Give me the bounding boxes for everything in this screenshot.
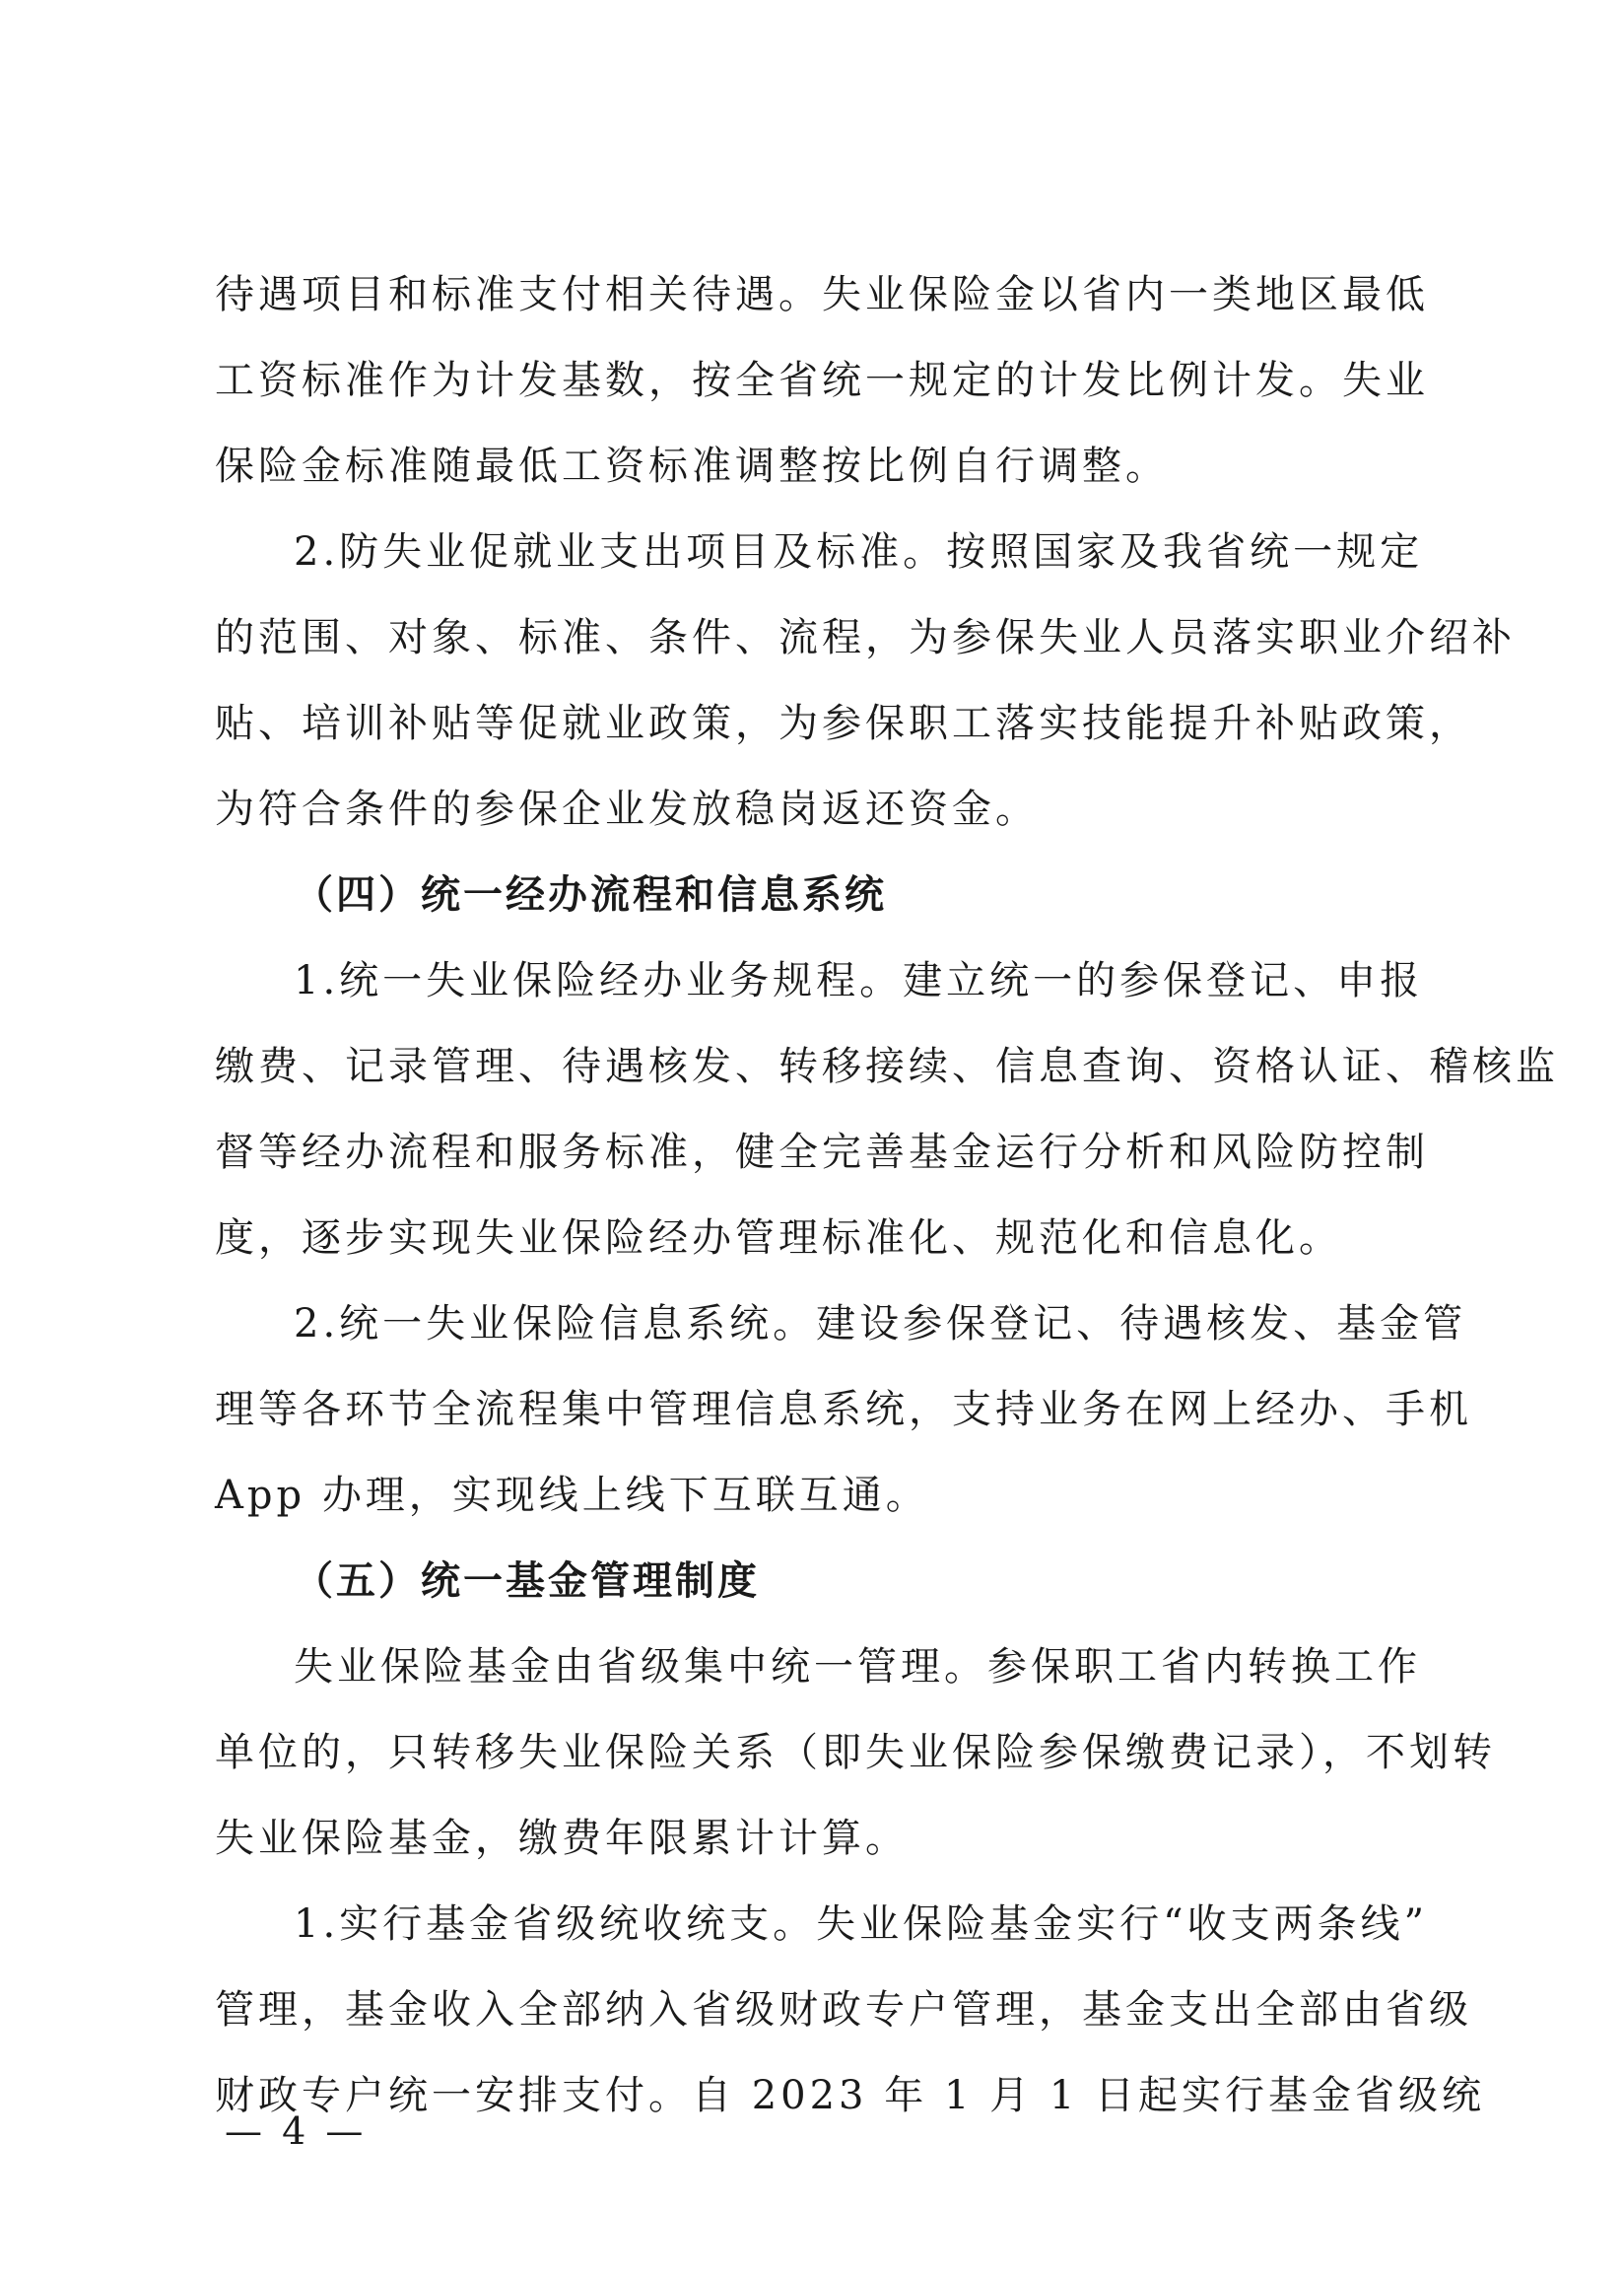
text-line: 财政专户统一安排支付。自 2023 年 1 月 1 日起实行基金省级统 bbox=[215, 2073, 1485, 2118]
section-heading: （五）统一基金管理制度 bbox=[294, 1558, 760, 1604]
text-line: 的范围、对象、标准、条件、流程，为参保失业人员落实职业介绍补 bbox=[215, 615, 1516, 660]
page-number: — 4 — bbox=[225, 2109, 368, 2153]
text-line: 理等各环节全流程集中管理信息系统，支持业务在网上经办、手机 bbox=[215, 1387, 1472, 1432]
text-line: 度，逐步实现失业保险经办管理标准化、规范化和信息化。 bbox=[215, 1215, 1342, 1261]
text-line: 失业保险基金，缴费年限累计计算。 bbox=[215, 1816, 909, 1861]
text-line: 管理，基金收入全部纳入省级财政专户管理，基金支出全部由省级 bbox=[215, 1987, 1472, 2033]
text-line: 待遇项目和标准支付相关待遇。失业保险金以省内一类地区最低 bbox=[215, 272, 1429, 317]
text-line: 缴费、记录管理、待遇核发、转移接续、信息查询、资格认证、稽核监 bbox=[215, 1044, 1559, 1089]
section-heading: （四）统一经办流程和信息系统 bbox=[294, 872, 887, 918]
text-line: 2.统一失业保险信息系统。建设参保登记、待遇核发、基金管 bbox=[294, 1301, 1467, 1346]
text-line: 单位的，只转移失业保险关系（即失业保险参保缴费记录），不划转 bbox=[215, 1730, 1496, 1775]
text-line: 为符合条件的参保企业发放稳岗返还资金。 bbox=[215, 787, 1039, 832]
text-line: 工资标准作为计发基数，按全省统一规定的计发比例计发。失业 bbox=[215, 358, 1429, 403]
text-line: 督等经办流程和服务标准，健全完善基金运行分析和风险防控制 bbox=[215, 1130, 1429, 1175]
text-line: 失业保险基金由省级集中统一管理。参保职工省内转换工作 bbox=[294, 1644, 1421, 1690]
text-line: 1.统一失业保险经办业务规程。建立统一的参保登记、申报 bbox=[294, 958, 1424, 1003]
text-line: 保险金标准随最低工资标准调整按比例自行调整。 bbox=[215, 444, 1169, 489]
text-line: App 办理，实现线上线下互联互通。 bbox=[215, 1473, 929, 1518]
text-line: 贴、培训补贴等促就业政策，为参保职工落实技能提升补贴政策， bbox=[215, 701, 1472, 746]
text-line: 1.实行基金省级统收统支。失业保险基金实行“收支两条线” bbox=[294, 1901, 1429, 1947]
text-line: 2.防失业促就业支出项目及标准。按照国家及我省统一规定 bbox=[294, 529, 1424, 575]
